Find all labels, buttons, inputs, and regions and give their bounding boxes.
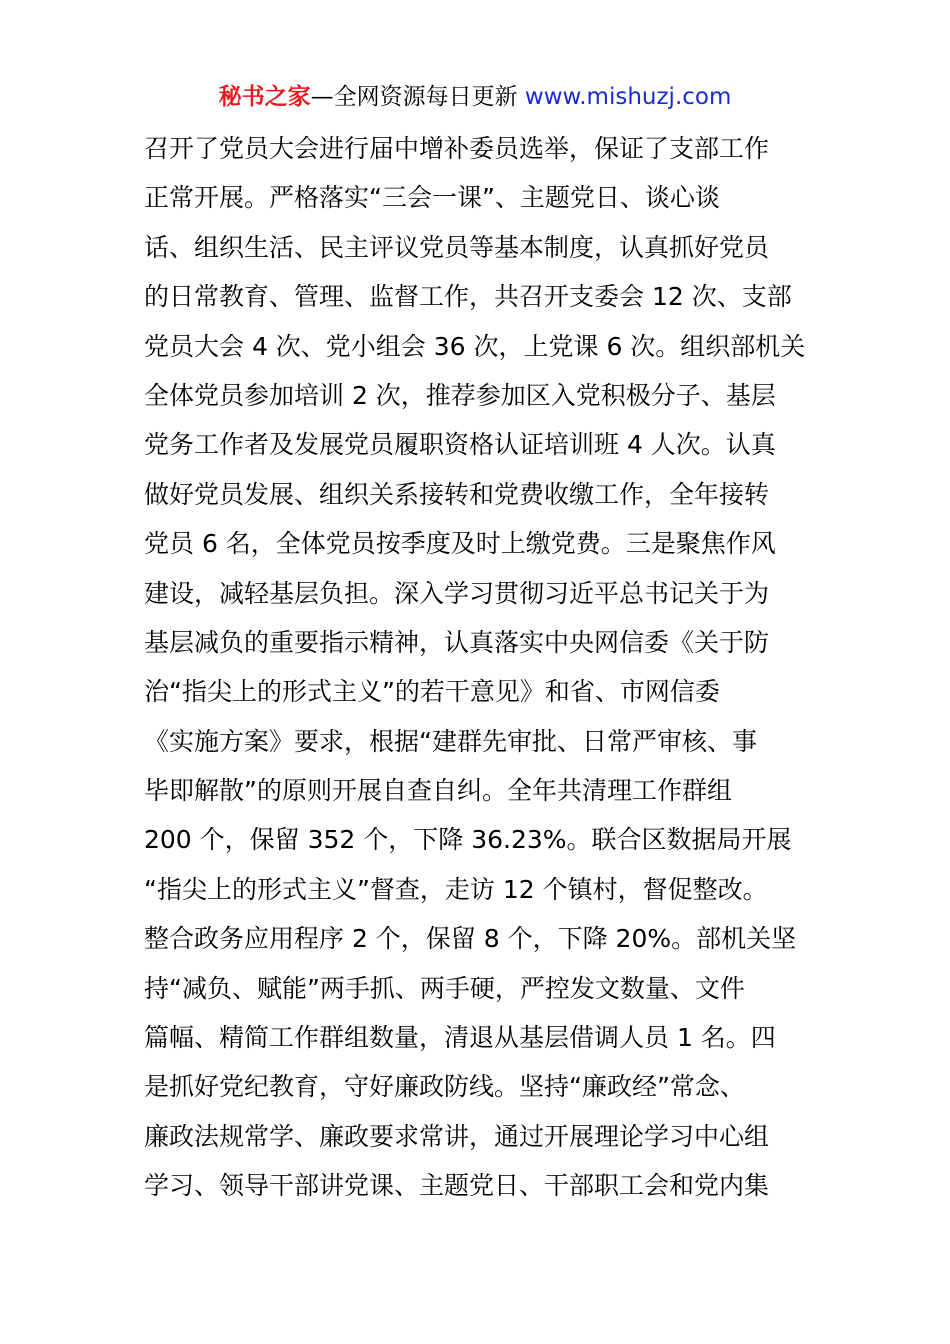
text-line: 毕即解散”的原则开展自查自纠。全年共清理工作群组: [144, 776, 732, 806]
text-line: 学习、领导干部讲党课、主题党日、干部职工会和党内集: [144, 1171, 770, 1201]
text-line: 正常开展。严格落实“三会一课”、主题党日、谈心谈: [144, 183, 720, 213]
text-line: 党员大会 4 次、党小组会 36 次，上党课 6 次。组织部机关: [144, 331, 806, 361]
text-line: 治“指尖上的形式主义”的若干意见》和省、市网信委: [144, 677, 720, 707]
text-line: 召开了党员大会进行届中增补委员选举，保证了支部工作: [144, 134, 770, 163]
page-header: [0, 80, 950, 114]
text-line: 全体党员参加培训 2 次，推荐参加区入党积极分子、基层: [144, 380, 776, 410]
text-line: 建设，减轻基层负担。深入学习贯彻习近平总书记关于为: [144, 578, 770, 608]
body-text: [144, 124, 814, 1211]
site-url-link[interactable]: www.mishuzj.com: [524, 84, 732, 110]
text-line: 廉政法规常学、廉政要求常讲，通过开展理论学习中心组: [144, 1121, 770, 1151]
text-line: 基层减负的重要指示精神，认真落实中央网信委《关于防: [144, 627, 770, 657]
text-line: 《实施方案》要求，根据“建群先审批、日常严审核、事: [144, 726, 757, 756]
brand-name: 秘书之家: [218, 84, 311, 110]
text-line: 党员 6 名，全体党员按季度及时上缴党费。三是聚焦作风: [144, 529, 776, 559]
text-line: 持“减负、赋能”两手抓、两手硬，严控发文数量、文件: [144, 973, 745, 1003]
text-line: 200 个，保留 352 个，下降 36.23%。联合区数据局开展: [144, 825, 792, 855]
text-line: “指尖上的形式主义”督查，走访 12 个镇村，督促整改。: [144, 874, 768, 904]
text-line: 的日常教育、管理、监督工作，共召开支委会 12 次、支部: [144, 282, 792, 312]
text-line: 话、组织生活、民主评议党员等基本制度，认真抓好党员: [144, 232, 770, 262]
text-line: 做好党员发展、组织关系接转和党费收缴工作，全年接转: [144, 479, 770, 509]
text-line: 篇幅、精简工作群组数量，清退从基层借调人员 1 名。四: [144, 1023, 776, 1053]
header-tagline: —全网资源每日更新: [310, 84, 518, 110]
text-line: 党务工作者及发展党员履职资格认证培训班 4 人次。认真: [144, 430, 776, 460]
text-line: 整合政务应用程序 2 个，保留 8 个，下降 20%。部机关坚: [144, 924, 797, 954]
text-line: 是抓好党纪教育，守好廉政防线。坚持“廉政经”常念、: [144, 1072, 745, 1102]
